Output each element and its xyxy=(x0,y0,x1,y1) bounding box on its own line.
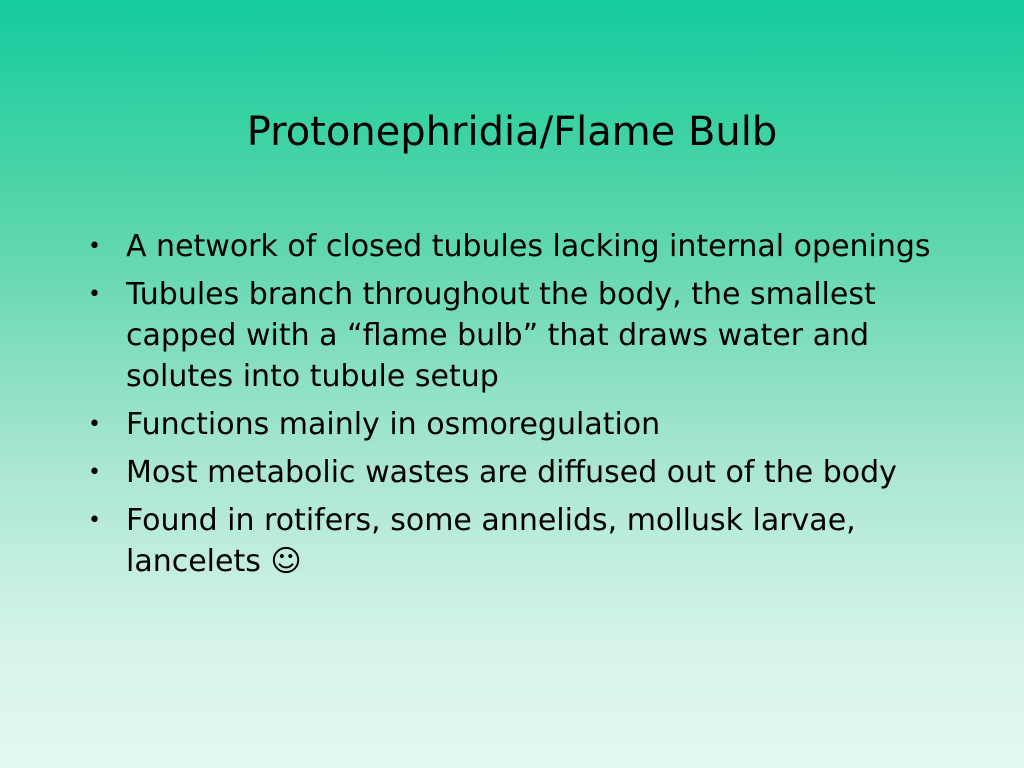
bullet-text: A network of closed tubules lacking internal openings xyxy=(126,229,931,264)
bullet-item-4 xyxy=(84,452,944,493)
bullet-text: Functions mainly in osmoregulation xyxy=(126,407,661,442)
bullet-marker: • xyxy=(88,460,101,485)
bullet-item-3 xyxy=(84,404,944,445)
bullet-item-1 xyxy=(84,226,944,267)
bullet-item-2 xyxy=(84,274,944,397)
bullet-text: Most metabolic wastes are diffused out of the body xyxy=(126,455,897,490)
bullet-marker: • xyxy=(88,282,101,307)
bullet-text: Found in rotifers, some annelids, mollusk larvae, lancelets ☺ xyxy=(126,503,856,579)
bullet-marker: • xyxy=(88,508,101,533)
bullet-marker: • xyxy=(88,234,101,259)
bullet-marker: • xyxy=(88,412,101,437)
bullet-item-5 xyxy=(84,500,944,582)
slide-title: Protonephridia/Flame Bulb xyxy=(246,109,778,155)
bullet-text: Tubules branch throughout the body, the smallest capped with a “flame bulb” that draws water and solutes into tubule setup xyxy=(126,277,876,394)
bullet-list xyxy=(84,226,944,589)
